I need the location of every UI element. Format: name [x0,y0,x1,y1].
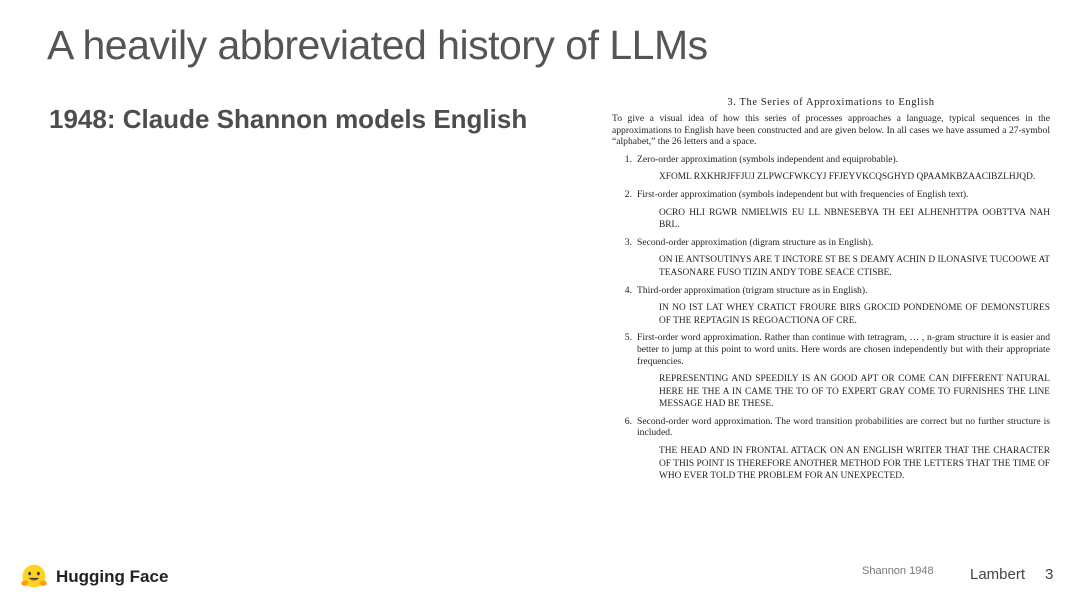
approximation-number: 2. [624,188,632,200]
approximation-number: 1. [624,153,632,165]
approximation-sample: REPRESENTING AND SPEEDILY IS AN GOOD APT OR COME CAN DIFFERENT NATURAL HERE HE THE A IN CAME THE TO OF TO EXPERT GRAY COME TO FURNISHES THE LINE MESSAGE HAD BE THESE. [659,374,1050,410]
approximation-description: First-order word approximation. Rather than continue with tetragram, … , n-gram structure it is easier and better to jump at this point to word units. Here words are chosen independently but with their appropriate frequencies. [637,332,1050,367]
approximation-description: Third-order approximation (trigram structure as in English). [637,284,868,296]
approximation-item [612,285,1050,328]
approximation-description: Second-order approximation (digram structure as in English). [637,236,874,248]
approximation-sample: IN NO IST LAT WHEY CRATICT FROURE BIRS GROCID PONDENOME OF DEMONSTURES OF THE REPTAGIN IS REGOACTIONA OF CRE. [659,303,1050,326]
footer-author: Lambert [970,566,1026,583]
approximation-number: 4. [624,284,632,296]
approximation-sample: ON IE ANTSOUTINYS ARE T INCTORE ST BE S DEAMY ACHIN D ILONASIVE TUCOOWE AT TEASONARE FUSO TIZIN ANDY TOBE SEACE CTISBE. [659,255,1050,278]
approximation-sample: XFOML RXKHRJFFJUJ ZLPWCFWKCYJ FFJEYVKCQSGHYD QPAAMKBZAACIBZLHJQD. [659,172,1036,183]
footer-brand: Hugging Face [56,567,169,586]
approximation-item [612,154,1050,184]
page-number: 3 [1045,566,1054,583]
approximation-description: First-order approximation (symbols independent but with frequencies of English text). [637,188,969,200]
excerpt-intro: To give a visual idea of how this series of processes approaches a language, typical sequences in the approximations to English have been constructed and are given below. In all cases we have assumed a 27-symbol “alphabet,” the 26 letters and a space. [612,113,1050,148]
footer-citation: Shannon 1948 [862,565,934,577]
approximation-number: 5. [624,332,632,344]
approximation-item [612,416,1050,483]
slide-subtitle: 1948: Claude Shannon models English [49,104,528,134]
hugging-face-emoji-icon [20,563,48,591]
approximation-description: Zero-order approximation (symbols independent and equiprobable). [637,153,899,165]
slide-title: A heavily abbreviated history of LLMs [47,22,708,68]
approximation-item [612,237,1050,280]
approximation-number: 6. [624,415,632,427]
footer-logo [20,563,168,591]
excerpt-heading: 3. The Series of Approximations to English [727,97,935,108]
paper-excerpt [612,97,1050,488]
approximation-item [612,332,1050,411]
approximation-sample: THE HEAD AND IN FRONTAL ATTACK ON AN ENGLISH WRITER THAT THE CHARACTER OF THIS POINT IS THEREFORE ANOTHER METHOD FOR THE LETTERS THAT THE TIME OF WHO EVER TOLD THE PROBLEM FOR AN UNEXPECTED. [659,446,1050,482]
approximation-number: 3. [624,236,632,248]
approximation-description: Second-order word approximation. The word transition probabilities are correct but no further structure is included. [637,415,1050,439]
approximation-item [612,189,1050,232]
approximation-sample: OCRO HLI RGWR NMIELWIS EU LL NBNESEBYA TH EEI ALHENHTTPA OOBTTVA NAH BRL. [659,207,1050,231]
